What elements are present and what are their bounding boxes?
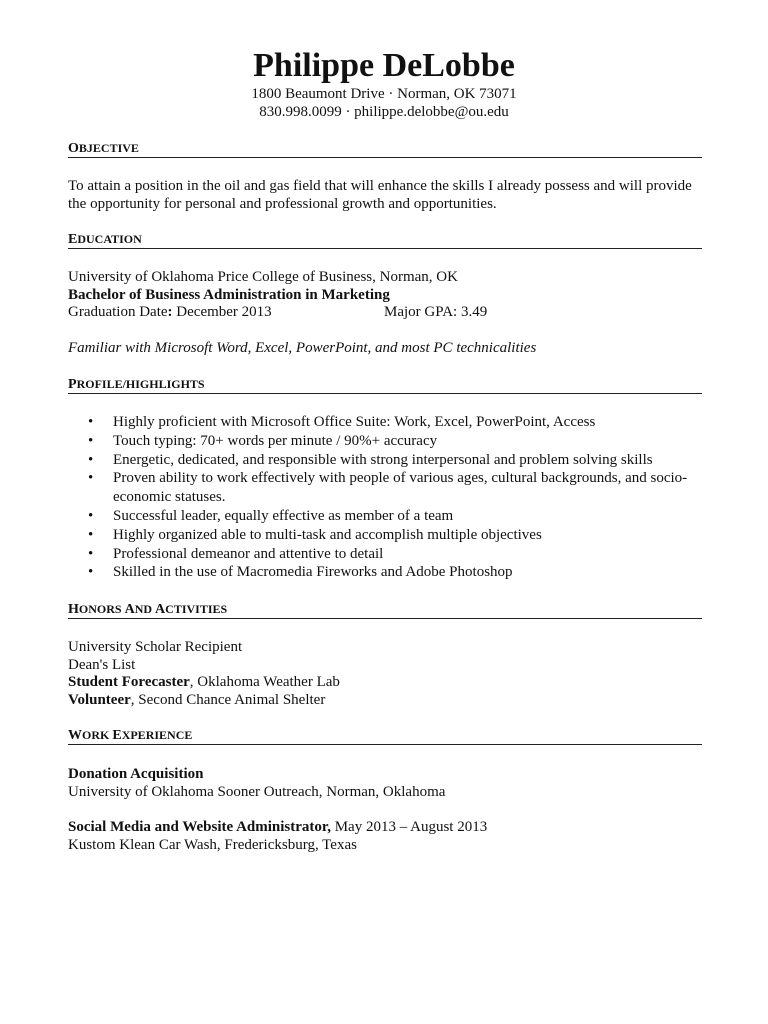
education-gpa: Major GPA: 3.49 xyxy=(384,304,488,320)
education-note: Familiar with Microsoft Word, Excel, PowerPoint, and most PC technicalities xyxy=(68,340,537,356)
section-title-objective: OBJECTIVE xyxy=(68,140,702,158)
list-item: • Touch typing: 70+ words per minute / 90%+ accuracy xyxy=(88,432,438,449)
section-title-honors: HONORS AND ACTIVITIES xyxy=(68,601,702,619)
honor-scholar: University Scholar Recipient xyxy=(68,639,243,655)
education-graduation: Graduation Date: December 2013 xyxy=(68,304,272,320)
objective-text-line-1: To attain a position in the oil and gas field that will enhance the skills I already possess and will provide xyxy=(68,178,692,194)
job-2-organization: Kustom Klean Car Wash, Fredericksburg, Texas xyxy=(68,837,357,853)
list-item: • Proven ability to work effectively with people of various ages, cultural backgrounds, and socio-economic statuses. xyxy=(88,470,688,506)
education-school: University of Oklahoma Price College of Business, Norman, OK xyxy=(68,269,458,285)
activity-volunteer: Volunteer, Second Chance Animal Shelter xyxy=(68,692,326,708)
list-item: • Successful leader, equally effective as member of a team xyxy=(88,507,454,524)
objective-text-line-2: the opportunity for personal and professional growth and opportunities. xyxy=(68,196,497,212)
address: 1800 Beaumont Drive · Norman, OK 73071 xyxy=(251,86,517,102)
bullet-icon: • xyxy=(88,545,94,562)
bullet-icon: • xyxy=(88,564,94,581)
highlights-list xyxy=(68,413,688,582)
job-2-title: Social Media and Website Administrator, May 2013 – August 2013 xyxy=(68,819,488,835)
job-1-organization: University of Oklahoma Sooner Outreach, Norman, Oklahoma xyxy=(68,784,446,800)
contact-info: 830.998.0099 · philippe.delobbe@ou.edu xyxy=(259,104,509,120)
section-title-work: WORK EXPERIENCE xyxy=(68,727,702,745)
section-title-education: EDUCATION xyxy=(68,231,702,249)
honor-deans-list: Dean's List xyxy=(68,657,136,673)
bullet-icon: • xyxy=(88,414,94,430)
bullet-icon: • xyxy=(88,451,94,468)
bullet-icon: • xyxy=(88,507,94,524)
bullet-icon: • xyxy=(88,526,94,543)
activity-forecaster: Student Forecaster, Oklahoma Weather Lab xyxy=(68,674,340,690)
section-title-profile: PROFILE/HIGHLIGHTS xyxy=(68,376,702,394)
bullet-icon: • xyxy=(88,470,94,487)
bullet-icon: • xyxy=(88,432,94,449)
job-1-title: Donation Acquisition xyxy=(68,766,204,782)
list-item: • Highly organized able to multi-task and accomplish multiple objectives xyxy=(88,526,542,543)
list-item: • Energetic, dedicated, and responsible with strong interpersonal and problem solving skills xyxy=(88,451,653,468)
applicant-name: Philippe DeLobbe xyxy=(253,47,515,84)
list-item: • Professional demeanor and attentive to detail xyxy=(88,545,384,562)
list-item: • Skilled in the use of Macromedia Fireworks and Adobe Photoshop xyxy=(88,564,513,581)
list-item: • Highly proficient with Microsoft Office Suite: Work, Excel, PowerPoint, Access xyxy=(88,414,596,430)
education-degree: Bachelor of Business Administration in Marketing xyxy=(68,287,390,303)
